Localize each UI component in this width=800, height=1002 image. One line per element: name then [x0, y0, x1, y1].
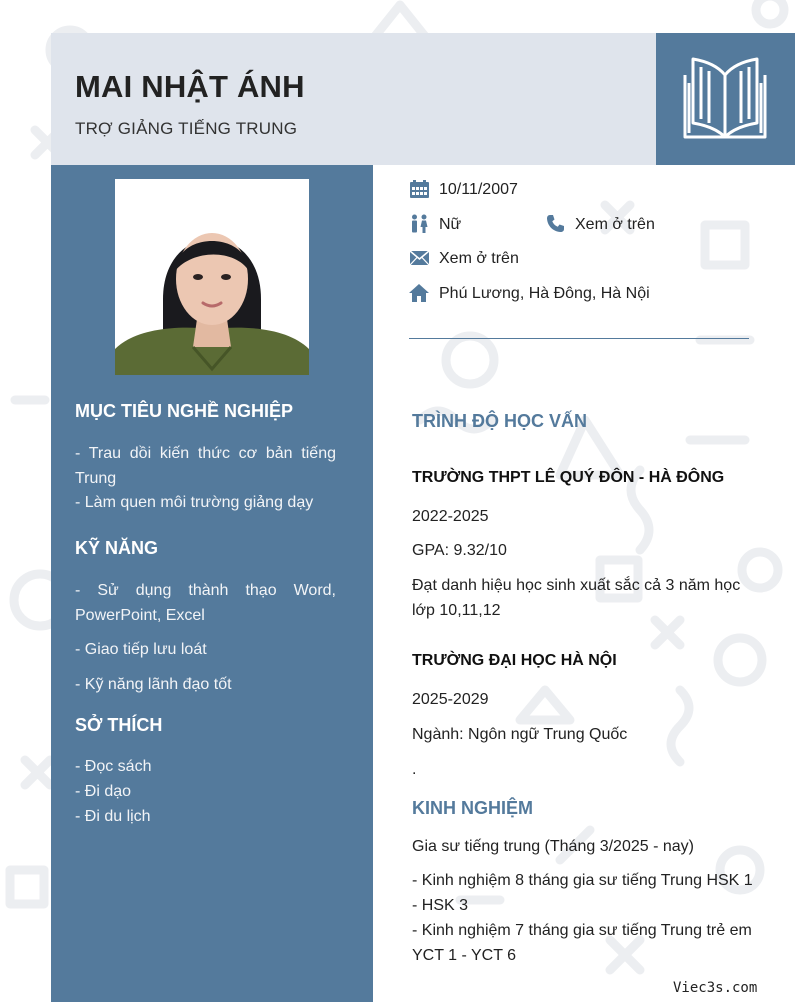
experience-role: Gia sư tiếng trung (Tháng 3/2025 - nay) — [412, 838, 694, 855]
avatar-portrait — [115, 179, 309, 375]
candidate-name: MAI NHẬT ÁNH — [75, 69, 305, 104]
gender-text: Nữ — [439, 216, 462, 233]
skills-heading: KỸ NĂNG — [75, 538, 159, 558]
phone-text: Xem ở trên — [575, 216, 655, 233]
home-icon — [409, 284, 429, 302]
hobbies-heading: SỞ THÍCH — [75, 715, 163, 735]
objective-heading: MỤC TIÊU NGHỀ NGHIỆP — [75, 401, 294, 421]
skill-item: - Kỹ năng lãnh đạo tốt — [75, 676, 232, 693]
school-name: TRƯỜNG ĐẠI HỌC HÀ NỘI — [412, 652, 617, 669]
job-title: TRỢ GIẢNG TIẾNG TRUNG — [75, 119, 298, 138]
school-name: TRƯỜNG THPT LÊ QUÝ ĐÔN - HÀ ĐÔNG — [412, 469, 725, 486]
address-text: Phú Lương, Hà Đông, Hà Nội — [439, 285, 650, 302]
school-extra: . — [412, 761, 417, 778]
calendar-icon — [410, 180, 429, 198]
birthday-text: 10/11/2007 — [439, 181, 518, 198]
hobby-item: - Đi dạo — [75, 783, 132, 800]
header — [51, 33, 656, 165]
objective-line: - Trau dồi kiến thức cơ bản tiếng Trung — [75, 445, 336, 487]
email-icon — [410, 251, 429, 265]
profile-photo — [115, 179, 309, 375]
objective-line: - Làm quen môi trường giảng dạy — [75, 494, 314, 511]
email-text: Xem ở trên — [439, 250, 519, 267]
phone-icon — [546, 214, 565, 233]
experience-detail: - Kinh nghiệm 7 tháng gia sư tiếng Trung trẻ em YCT 1 - YCT 6 — [412, 922, 752, 964]
skill-item: - Sử dụng thành thạo Word, PowerPoint, Excel — [75, 582, 336, 624]
education-heading: TRÌNH ĐỘ HỌC VẤN — [412, 411, 587, 431]
hobby-item: - Đọc sách — [75, 758, 152, 775]
open-book-icon — [679, 53, 772, 141]
school-achievement: Đạt danh hiệu học sinh xuất sắc cả 3 năm học lớp 10,11,12 — [412, 577, 741, 619]
school-years: 2025-2029 — [412, 691, 489, 708]
watermark: Viec3s.com — [673, 980, 758, 996]
sidebar — [51, 165, 373, 1002]
experience-detail: - Kinh nghiệm 8 tháng gia sư tiếng Trung HSK 1 - HSK 3 — [412, 872, 753, 914]
school-major: Ngành: Ngôn ngữ Trung Quốc — [412, 726, 628, 743]
gender-icon — [410, 214, 429, 233]
school-years: 2022-2025 — [412, 508, 489, 525]
divider — [409, 338, 749, 339]
hobby-item: - Đi du lịch — [75, 808, 151, 825]
school-gpa: GPA: 9.32/10 — [412, 542, 507, 559]
logo-box — [656, 33, 795, 165]
skill-item: - Giao tiếp lưu loát — [75, 641, 207, 658]
experience-heading: KINH NGHIỆM — [412, 798, 533, 818]
